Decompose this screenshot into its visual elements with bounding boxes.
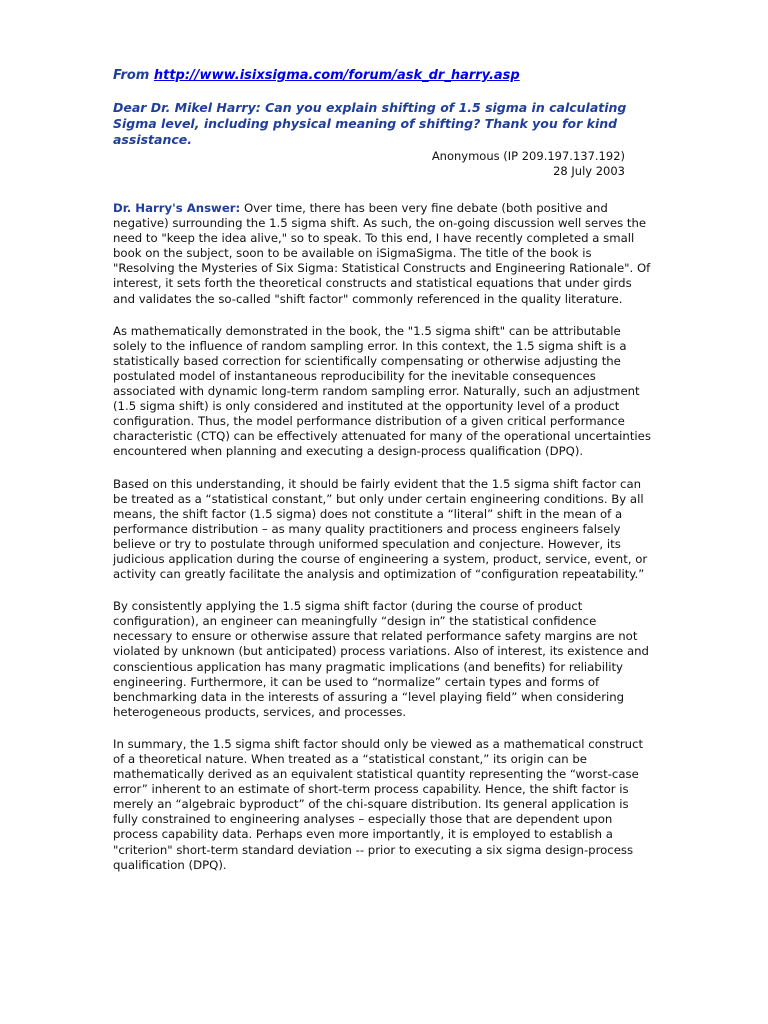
- answer-paragraph-5: In summary, the 1.5 sigma shift factor should only be viewed as a mathematical construct of a theoretical nature. When treated as a “statistical constant,” its origin can be mathematically derived as an equivalent statistical quantity representing the “worst-case error” inherent to an estimate of short-term process capability. Hence, the shift factor is merely an “algebraic byproduct” of the chi-square distribution. Its general application is fully constrained to engineering analyses – especially those that are dependent upon process capability data. Perhaps even more importantly, it is employed to establish a "criterion" short-term standard deviation -- prior to executing a six sigma design-process qualification (DPQ).: [113, 736, 644, 872]
- question-author: Anonymous (IP 209.197.137.192): [431, 149, 625, 163]
- question-text: Dear Dr. Mikel Harry: Can you explain shifting of 1.5 sigma in calculating Sigma level, including physical meaning of shifting? Thank you for kind assistance.: [113, 100, 627, 147]
- answer-paragraph-1-text: Over time, there has been very fine debate (both positive and negative) surrounding the 1.5 sigma shift. As such, the on-going discussion well serves the need to "keep the idea alive," so to speak. To this end, I have recently completed a small book on the subject, soon to be available on iSigmaSigma. The title of the book is "Resolving the Mysteries of Six Sigma: Statistical Constructs and Engineering Rationale". Of interest, it sets forth the theoretical constructs and statistical equations that under girds and validates the so-called "shift factor" commonly referenced in the quality literature.: [113, 201, 651, 306]
- source-line: [113, 68, 655, 84]
- answer-paragraph-1: [113, 201, 655, 307]
- answer-lead: Dr. Harry's Answer:: [113, 201, 241, 215]
- answer-body: [113, 201, 655, 873]
- source-prefix: From: [113, 68, 150, 83]
- answer-paragraph-3: Based on this understanding, it should be fairly evident that the 1.5 sigma shift factor can be treated as a “statistical constant,” but only under certain engineering conditions. By all means, the shift factor (1.5 sigma) does not constitute a “literal” shift in the mean of a performance distribution – as many quality practitioners and process engineers falsely believe or try to postulate through uniformed speculation and conjecture. However, its judicious application during the course of engineering a system, product, service, event, or activity can greatly facilitate the analysis and optimization of “configuration repeatability.”: [113, 476, 648, 582]
- answer-paragraph-2: As mathematically demonstrated in the book, the "1.5 sigma shift" can be attributable solely to the influence of random sampling error. In this context, the 1.5 sigma shift is a statistically based correction for scientifically compensating or otherwise adjusting the postulated model of instantaneous reproducibility for the inevitable consequences associated with dynamic long-term random sampling error. Naturally, such an adjustment (1.5 sigma shift) is only considered and instituted at the opportunity level of a product configuration. Thus, the model performance distribution of a given critical performance characteristic (CTQ) can be effectively attenuated for many of the operational uncertainties encountered when planning and executing a design-process qualification (DPQ).: [113, 323, 651, 459]
- source-link[interactable]: http://www.isixsigma.com/forum/ask_dr_harry.asp: [153, 68, 520, 83]
- answer-paragraph-4: By consistently applying the 1.5 sigma shift factor (during the course of product configuration), an engineer can meaningfully “design in” the statistical confidence necessary to ensure or otherwise assure that related performance safety margins are not violated by unknown (but anticipated) process variations. Also of interest, its existence and conscientious application has many pragmatic implications (and benefits) for reliability engineering. Furthermore, it can be used to “normalize” certain types and forms of benchmarking data in the interests of assuring a “level playing field” when considering heterogeneous products, services, and processes.: [113, 599, 649, 719]
- document-page: [113, 68, 655, 890]
- question-attribution: [113, 149, 655, 179]
- question-date: 28 July 2003: [553, 164, 625, 178]
